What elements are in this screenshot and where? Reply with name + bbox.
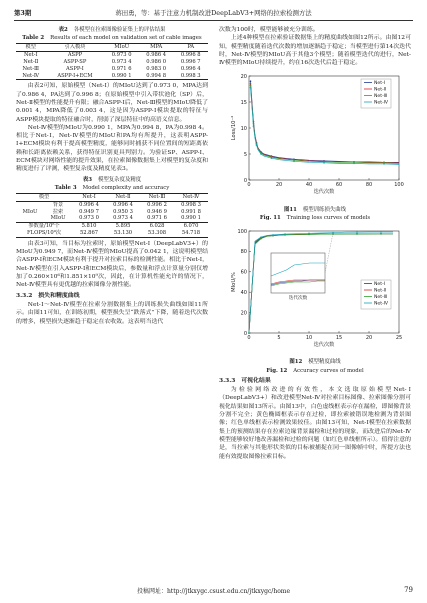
table-row bbox=[16, 209, 208, 216]
table-cell: 6.028 bbox=[149, 223, 165, 230]
table-cell: Net-Ⅳ bbox=[22, 72, 40, 79]
table-row bbox=[16, 52, 208, 59]
table3-header: Net-Ⅰ bbox=[82, 194, 96, 201]
accuracy-chart bbox=[219, 225, 411, 355]
fig11-title: 模型训练损失曲线 bbox=[302, 206, 347, 213]
paragraph: 上述4种模型在拉索验证数据集上的精度曲线如图12所示。由图12可知，模型精度随着迭代次数的增加逐渐趋于稳定；当模型进行第14次迭代时，Net-Ⅳ模型的MIoU高于其他3个模型；随着模型迭代的进行，Net-Ⅳ模型的MIoU持续提升，约在16次迭代后趋于稳定。 bbox=[219, 35, 411, 67]
x-tick-label: 10 bbox=[305, 335, 313, 342]
fig11-number-en: Fig. 11 bbox=[259, 214, 281, 221]
legend-label: Net-Ⅲ bbox=[374, 94, 387, 100]
table-cell: 0.983 0 bbox=[146, 65, 167, 72]
table3-header: 模型 bbox=[38, 194, 50, 201]
legend-label: Net-Ⅳ bbox=[374, 100, 388, 106]
table-cell: ASPP-Ⅰ bbox=[66, 65, 84, 72]
legend-label: Net-Ⅱ bbox=[374, 87, 386, 93]
table3-header: Net-Ⅱ bbox=[115, 194, 131, 201]
x-axis-label: 迭代次数 bbox=[313, 342, 335, 349]
legend-label: Net-Ⅲ bbox=[374, 295, 387, 301]
table-cell: 0.971 6 bbox=[111, 65, 132, 72]
y-tick-label: 0 bbox=[243, 178, 247, 185]
data-point bbox=[272, 234, 274, 236]
table2-title: 各模型在拉索图像验证集上的评估结果 bbox=[73, 27, 166, 33]
table2-header: 模型 bbox=[25, 44, 36, 51]
x-tick-label: 5 bbox=[277, 335, 281, 342]
table-cell: 0.991 8 bbox=[181, 208, 201, 215]
data-point bbox=[323, 163, 325, 165]
paragraph: 由表3可知，当目标为拉索时，原始模型Net-Ⅰ（DeepLabV3+）的MIoU为0.949 7，而Net-Ⅳ模型的MIoU提高了0.042 1，这说明模型结合ASPP-Ⅰ和ECM模块有利于提升对拉索目标的检测性能。相比于Net-Ⅰ，Net-Ⅳ模型在引入ASPP-Ⅰ和ECM模块后，参数量和浮点计算量分别仅增加了0.260×10⁶和1.851×10⁹次，因此，在计算机性能允许的情况下，Net-Ⅳ模型具有更优越的拉索图像分割性能。 bbox=[16, 240, 208, 289]
table-cell: 0.973 4 bbox=[111, 59, 132, 65]
y-tick-label: 10 bbox=[240, 126, 247, 133]
table-cell: 0.996 7 bbox=[180, 59, 201, 65]
paragraph: 次数为100时，模型能够被充分训练。 bbox=[219, 27, 319, 33]
table-row bbox=[16, 66, 208, 73]
loss-chart bbox=[219, 70, 411, 202]
issue-number: 第3期 bbox=[14, 9, 32, 17]
table-cell: ASPP-SP bbox=[63, 59, 87, 65]
table-cell: 0.986 0 bbox=[146, 59, 167, 65]
table-cell: 0.946 9 bbox=[147, 208, 167, 215]
y-tick-label: 80 bbox=[240, 249, 247, 256]
x-tick-label: 0 bbox=[247, 335, 251, 342]
fig12-number-en: Fig. 12 bbox=[266, 367, 288, 374]
table-cell: 0.971 6 bbox=[147, 215, 167, 222]
fig12-title: 模型精度曲线 bbox=[308, 359, 341, 366]
table3-header: Net-Ⅲ bbox=[148, 194, 166, 201]
journal-url: 投稿网址：http://jtkxygc.csust.edu.cn/jtkxygc/home bbox=[136, 588, 291, 595]
page-header bbox=[14, 6, 413, 20]
table-cell: 0.949 7 bbox=[79, 208, 99, 215]
data-point bbox=[250, 85, 252, 87]
data-point bbox=[380, 233, 382, 235]
y-axis-label: Loss/10⁻² bbox=[231, 116, 237, 141]
table-cell: 0.950 3 bbox=[113, 208, 133, 215]
table-cell: 54.718 bbox=[181, 230, 201, 237]
table-cell: 53.308 bbox=[147, 230, 167, 237]
legend-label: Net-Ⅰ bbox=[374, 282, 386, 288]
x-tick-label: 15 bbox=[335, 335, 343, 342]
table-cell: 0.986 4 bbox=[146, 52, 167, 59]
table-cell: 0.996 4 bbox=[79, 201, 99, 208]
table-cell: 0.990 1 bbox=[111, 72, 132, 79]
inset-pointer bbox=[325, 233, 333, 273]
table-cell: 0.973 0 bbox=[79, 215, 99, 222]
data-point bbox=[271, 158, 273, 160]
x-tick-label: 60 bbox=[335, 182, 343, 189]
table-cell: 0.996 8 bbox=[180, 52, 201, 59]
data-point bbox=[284, 233, 286, 235]
data-point bbox=[260, 237, 262, 239]
table-cell: 0.994 8 bbox=[146, 72, 167, 79]
table2-title-en: Results of each model on validation set of cable images bbox=[50, 35, 202, 42]
table-cell: 0.973 0 bbox=[111, 52, 132, 59]
data-point bbox=[253, 126, 255, 128]
data-point bbox=[260, 154, 262, 156]
section-heading-3-3-3: 3.3.3 可视化结果 bbox=[219, 376, 271, 384]
fig12-number: 图12 bbox=[289, 359, 303, 366]
fig11-caption-cn bbox=[219, 207, 411, 214]
y-tick-label: 40 bbox=[240, 290, 247, 297]
data-point bbox=[250, 83, 252, 85]
y-tick-label: 100 bbox=[237, 228, 247, 235]
fig11-caption-en bbox=[219, 215, 411, 222]
running-title: 蒋田勇，等：基于注意力机制改进DeepLabV3+网络的拉索检测方法 bbox=[115, 9, 312, 17]
data-point bbox=[260, 238, 262, 240]
x-tick-label: 20 bbox=[275, 182, 283, 189]
table-cell: ASPP bbox=[67, 52, 83, 59]
x-tick-label: 25 bbox=[395, 335, 403, 342]
data-point bbox=[383, 164, 385, 166]
data-point bbox=[356, 232, 358, 234]
data-point bbox=[256, 145, 258, 147]
fig12-caption-cn bbox=[219, 359, 411, 366]
table-cell: 0.996 4 bbox=[113, 201, 133, 208]
table-cell: ASPP-Ⅰ+ECM bbox=[57, 72, 93, 79]
table-cell: 背景 bbox=[52, 201, 64, 208]
paragraph: 由表2可知，原始模型（Net-Ⅰ）的MIoU达到了0.973 0，MPA达到了0.986 4，PA达到了0.996 8；在原始模型中引入带状池化（SP）后，Net-Ⅱ模型的性能提升有限；融合ASPP-Ⅰ后，Net-Ⅲ模型的MIoU降低了0.001 4，MPA降低了0.003 4，这是因为ASPP-Ⅰ模块提取的特征与ASPP模块提取的特征融合时，削弱了深层特征中的高语义信息。 bbox=[16, 83, 208, 123]
table2 bbox=[16, 43, 208, 80]
table3-caption-cn bbox=[16, 177, 208, 184]
table2-header: PA bbox=[187, 44, 195, 51]
table3-title: 模型复杂度及精度 bbox=[98, 176, 142, 183]
table-cell: 0.996 2 bbox=[147, 201, 167, 208]
legend-label: Net-Ⅰ bbox=[374, 81, 386, 87]
page-number: 79 bbox=[404, 586, 413, 594]
table-cell: 拉索 bbox=[52, 208, 64, 215]
data-point bbox=[353, 163, 355, 165]
data-point bbox=[308, 233, 310, 235]
table3-number: 表3 bbox=[82, 176, 92, 183]
header-rule bbox=[14, 20, 413, 21]
table-row bbox=[16, 73, 208, 80]
table-cell: Net-Ⅲ bbox=[22, 65, 39, 72]
x-tick-label: 0 bbox=[247, 182, 251, 189]
table3-title-en: Model complexity and accuracy bbox=[82, 184, 170, 191]
fig12-caption-en bbox=[219, 368, 411, 375]
table2-number: 表2 bbox=[58, 27, 68, 33]
table-row bbox=[16, 223, 208, 230]
table-cell: 0.990 1 bbox=[181, 215, 201, 222]
table-cell: 5.895 bbox=[115, 223, 131, 230]
y-tick-label: 60 bbox=[240, 269, 247, 276]
table2-caption-cn bbox=[16, 27, 208, 34]
right-column bbox=[219, 26, 411, 461]
table-cell: 6.070 bbox=[183, 223, 199, 230]
data-point bbox=[250, 81, 252, 83]
table-cell: 0.973 4 bbox=[113, 215, 133, 222]
table3-group-label: MIoU bbox=[22, 208, 38, 215]
table3-caption-en bbox=[16, 185, 208, 192]
table-cell: 52.867 bbox=[79, 230, 99, 237]
x-tick-label: 80 bbox=[365, 182, 373, 189]
figure-12 bbox=[219, 225, 411, 358]
y-tick-label: 20 bbox=[240, 310, 247, 317]
table2-caption-en bbox=[16, 35, 208, 42]
x-axis-label: 迭代次数 bbox=[313, 189, 335, 196]
table-cell: 0.996 4 bbox=[180, 65, 201, 72]
table2-header: 引入模块 bbox=[64, 44, 86, 51]
table2-header: MPA bbox=[150, 44, 163, 51]
data-point bbox=[380, 231, 382, 233]
table3 bbox=[16, 193, 208, 238]
page-footer bbox=[14, 586, 413, 598]
x-tick-label: 100 bbox=[394, 182, 404, 189]
y-tick-label: 15 bbox=[240, 100, 247, 107]
section-heading-3-3-2: 3.3.2 损失和精度曲线 bbox=[16, 291, 80, 299]
data-point bbox=[293, 161, 295, 163]
y-tick-label: 20 bbox=[240, 74, 247, 81]
table-cell: Net-Ⅱ bbox=[23, 59, 39, 65]
figure-11 bbox=[219, 70, 411, 205]
x-tick-label: 40 bbox=[305, 182, 313, 189]
table-cell: 参数量/10⁶个 bbox=[28, 223, 60, 230]
fig12-title-en: Accuracy curves of model bbox=[293, 367, 364, 374]
fig11-title-en: Training loss curves of models bbox=[286, 214, 371, 221]
x-tick-label: 20 bbox=[365, 335, 373, 342]
data-point bbox=[250, 87, 252, 89]
paragraph: Net-Ⅳ模型的MIoU为0.990 1，MPA为0.994 8，PA为0.998 4。相比于Net-Ⅰ，Net-Ⅳ模型的MIoU和PA均有所提升，这表明ASPP-Ⅰ+ECM模块有利于提高模型精度，能够同时捕获不同位置间的短距离依赖和长距离依赖关系，获得特征识别更具判别力。为验证SP、ASPP-Ⅰ、ECM模块对网络性能的提升效果，在拉索图像数据集上对模型的复杂度和精度进行了评测，模型复杂度及精度见表3。 bbox=[16, 124, 208, 173]
left-column bbox=[16, 26, 208, 326]
table2-number-en: Table 2 bbox=[22, 35, 45, 42]
table3-header: Net-Ⅳ bbox=[182, 194, 200, 201]
data-point bbox=[248, 332, 250, 334]
data-point bbox=[356, 233, 358, 235]
table-cell: 0.998 3 bbox=[181, 201, 201, 208]
fig11-number: 图11 bbox=[283, 206, 297, 213]
table-row bbox=[16, 201, 208, 208]
table-row bbox=[16, 215, 208, 222]
table-cell: 5.810 bbox=[81, 223, 97, 230]
table-cell: MIoU bbox=[50, 215, 66, 222]
y-axis-label: MIoU/% bbox=[231, 272, 237, 293]
table-cell: 0.998 3 bbox=[180, 72, 201, 79]
legend-label: Net-Ⅳ bbox=[374, 301, 388, 307]
table2-header: MIoU bbox=[114, 44, 130, 51]
inset-x-label: 迭代次数 bbox=[288, 296, 308, 302]
paragraph: 为检验网络改进的有效性，本文选取原始模型Net-Ⅰ（DeepLabV3+）和改进模型Net-Ⅳ对拉索目标图像、拉索图像分割可视化结果如图13所示。由图13中，白色虚线框表示存在漏检，即图像背景分割不完全；黄色椭圆框表示存在过检，即拉索被错误地检测为背景图像；红色单线框表示检测效果较佳。由图13可知，Net-Ⅰ模型在拉索数据集上的预测结果存在拉索边缘背景漏检和过检的现象，而改进后的Net-Ⅳ模型能够较好地改善漏检和过检的问题（如红色单线框所示）。值得注意的是，当拉索与其他形状类似的目标被捕捉在同一图像帧中时，所提方法也能有效提取图像拉索目标。 bbox=[219, 387, 411, 460]
table-cell: 53.130 bbox=[113, 230, 133, 237]
paragraph: Net-Ⅰ～Net-Ⅳ模型在拉索分割数据集上的训练损失曲线如图11所示。由图11可知，在训练初期，模型损失呈“跌落式”下降，随着迭代次数的增多，模型损失逐渐趋于稳定在农收敛。这表明当迭代 bbox=[16, 301, 208, 325]
y-tick-label: 5 bbox=[243, 152, 247, 159]
table-row bbox=[16, 59, 208, 66]
table-row bbox=[16, 230, 208, 237]
legend-label: Net-Ⅱ bbox=[374, 288, 386, 294]
table-cell: FLOPS/10⁹次 bbox=[27, 230, 61, 237]
table3-number-en: Table 3 bbox=[54, 184, 77, 191]
y-tick-label: 0 bbox=[243, 330, 247, 337]
table-cell: Net-Ⅰ bbox=[24, 52, 38, 59]
